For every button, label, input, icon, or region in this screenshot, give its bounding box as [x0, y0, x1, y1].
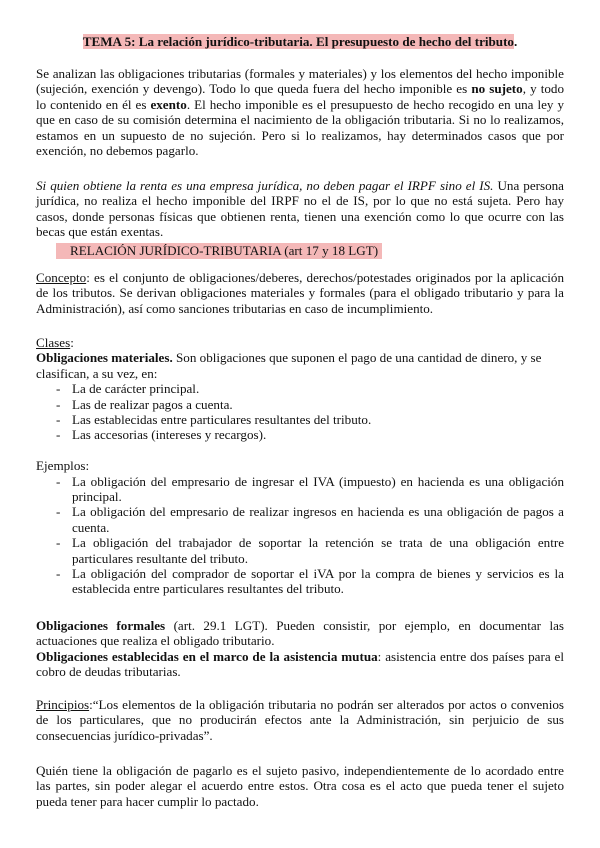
list-item: - Las de realizar pagos a cuenta.: [36, 397, 564, 412]
principios-paragraph: [36, 697, 564, 743]
page-title: [0, 34, 600, 50]
asistencia-text: : asistencia entre dos países para el cobro de deudas tributarias.: [36, 648, 565, 680]
asistencia-label: Obligaciones establecidas en el marco de la asistencia mutua: [36, 648, 378, 664]
materiales-label: Obligaciones materiales.: [36, 350, 173, 366]
intro-paragraph: [36, 66, 564, 158]
materiales-text: Son obligaciones que suponen el pago de una cantidad de dinero, y se clasifican, a su vez, en:: [36, 350, 542, 381]
section-heading: RELACIÓN JURÍDICO-TRIBUTARIA (art 17 y 18 LGT): [56, 243, 382, 259]
example-paragraph: [36, 178, 564, 240]
intro-text-a: Se analizan las obligaciones tributarias (formales y materiales) y los elementos del hecho imponible (sujeción, exención y devengo). Todo lo que queda fuera del hecho imponible es: [36, 66, 564, 97]
clases-heading: [36, 335, 564, 350]
concepto-paragraph: [36, 270, 564, 316]
formales-label: Obligaciones formales: [36, 618, 166, 633]
final-paragraph: Quién tiene la obligación de pagarlo es el sujeto pasivo, independientemente de lo acordado entre las partes, sin poder alegar el acuerdo entre estos. Otra cosa es el acto que pueda tener el sujeto pueda tener para hacer cumplir lo pactado.: [36, 763, 564, 809]
list-item: - La obligación del empresario de realizar ingresos en hacienda es una obligación de pagos a cuenta.: [36, 504, 564, 535]
concepto-text: : es el conjunto de obligaciones/deberes, derechos/potestades originados por la aplicación de los tributos. Se derivan obligaciones materiales y formales (para el obligado tributario y para la Administración), así como sanciones tributarias en caso de incumplimiento.: [36, 270, 564, 316]
formales-text: (art. 29.1 LGT). Pueden consistir, por ejemplo, en documentar las actuaciones que realiza el obligado tributario.: [36, 618, 564, 649]
ejemplos-label: Ejemplos:: [36, 458, 90, 474]
list-item: - Las establecidas entre particulares resultantes del tributo.: [36, 412, 564, 427]
asistencia-paragraph: [36, 649, 564, 680]
materiales-paragraph: [36, 350, 564, 381]
clases-colon: :: [70, 335, 74, 350]
example-italic: Si quien obtiene la renta es una empresa jurídica, no deben pagar el IRPF sino el IS.: [36, 178, 494, 193]
title-text: TEMA 5: La relación jurídico-tributaria. El presupuesto de hecho del tributo: [82, 34, 514, 49]
no-sujeto-term: no sujeto: [471, 81, 523, 97]
list-item: - La obligación del trabajador de soportar la retención se trata de una obligación entre particulares resultante del tributo.: [36, 535, 564, 566]
exento-term: exento: [150, 96, 187, 112]
title-tail: .: [513, 34, 518, 49]
list-item: - La de carácter principal.: [36, 381, 564, 396]
concepto-label: Concepto: [36, 270, 87, 285]
list-item: - Las accesorias (intereses y recargos).: [36, 427, 564, 442]
formales-block: [36, 618, 564, 680]
intro-text-b: , y todo lo contenido en él es: [36, 81, 564, 112]
formales-paragraph: [36, 618, 564, 649]
list-item: - La obligación del comprador de soportar el iVA por la compra de bienes y servicios es la establecida entre particulares resultantes del tributo.: [36, 566, 564, 597]
materiales-list: [36, 381, 564, 443]
ejemplos-list: [36, 474, 564, 597]
list-item: - La obligación del empresario de ingresar el IVA (impuesto) en hacienda es una obligación principal.: [36, 474, 564, 505]
clases-block: [36, 335, 564, 597]
principios-text: :“Los elementos de la obligación tributaria no podrán ser alterados por actos o convenios de los particulares, que no producirán efectos ante la Administración, sin perjuicio de sus consecuencias jurídico-privadas”.: [36, 697, 564, 743]
intro-text-c: . El hecho imponible es el presupuesto de hecho recogido en una ley y que en caso de su comisión determina el nacimiento de la obligación tributaria. Si no lo realizamos, estamos en un supuesto de no sujeción. Pero si lo realizamos, hay determinados casos que por exención, no debemos pagarlo.: [36, 96, 565, 159]
principios-label: Principios: [36, 697, 90, 712]
clases-label: Clases: [36, 335, 71, 350]
example-text: Una persona jurídica, no realiza el hecho imponible del IRPF no el de IS, por lo que no está sujeta. Pero hay casos, donde personas físicas que obtienen renta, tienen una exención como lo que ocurre con las becas que están exentas.: [36, 178, 564, 240]
